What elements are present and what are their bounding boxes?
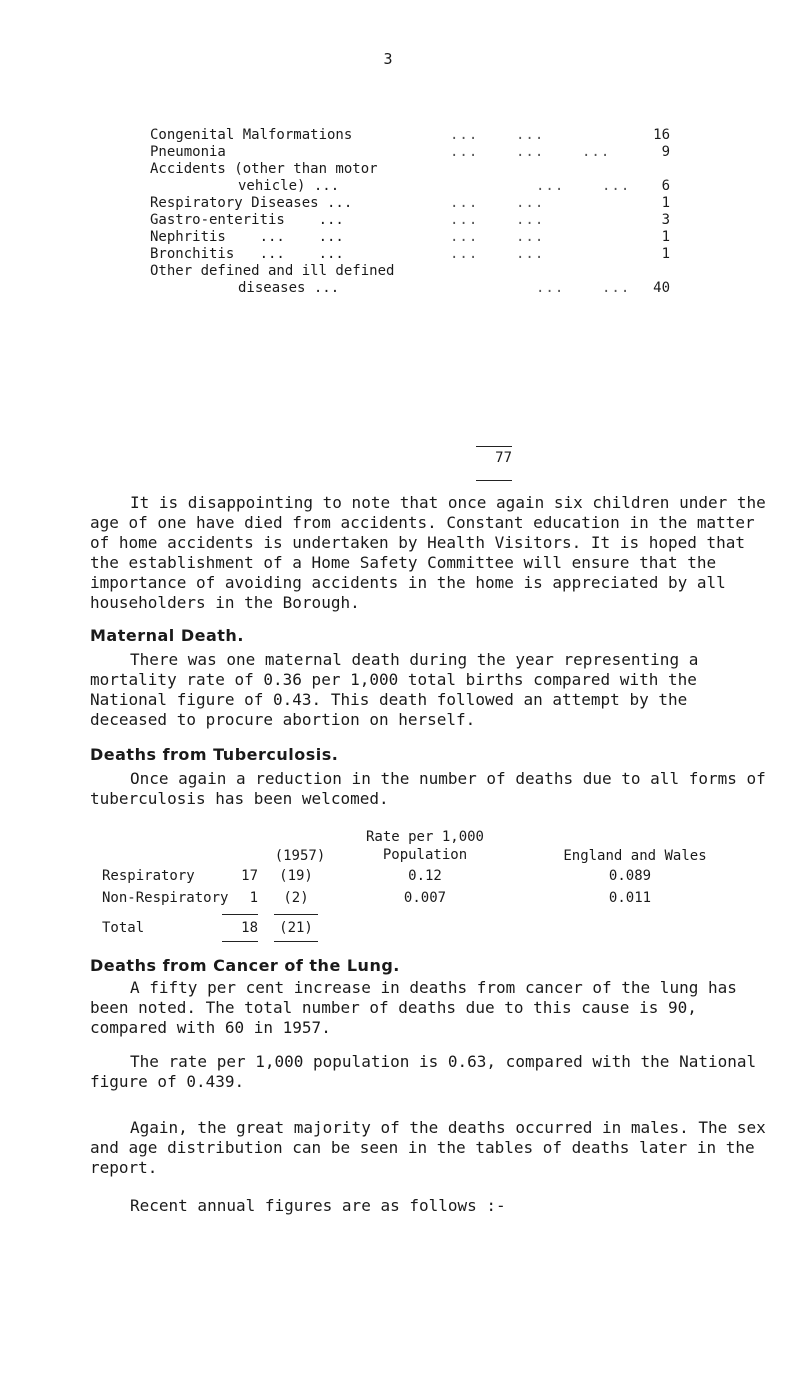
tb-row-ew: 0.089 [608,868,652,884]
cause-count: 40 [653,280,670,296]
lung-cancer-paragraph: A fifty per cent increase in deaths from cancer of the lung has been noted. The total number of deaths due to this cause is 90, compared with 60 in 1957. [90,978,737,1037]
cause-leader-dots: ... ... ... [450,144,611,160]
count-rule [222,914,258,915]
cause-label: Nephritis ... ... [150,229,344,245]
cause-row [150,280,670,297]
col-header-england-wales: England and Wales [563,848,707,864]
heading-maternal-death: Maternal Death. [90,626,244,645]
col-header-1957: (1957) [274,848,326,864]
cause-label: Congenital Malformations [150,127,353,143]
cause-label: Respiratory Diseases ... [150,195,353,211]
cause-leader-dots [450,161,630,178]
cause-count: 1 [661,195,670,211]
total-rule-bottom [476,480,512,481]
cause-count [630,263,670,280]
total-prev: (21) [279,920,313,936]
males-paragraph: Again, the great majority of the deaths occurred in males. The sex and age distribution can be seen in the tables of deaths later in the report. [90,1118,766,1177]
causes-total: 77 [495,450,512,466]
cause-label: Gastro-enteritis ... [150,212,344,228]
cause-leader-dots: ... ... [450,229,545,245]
cause-count: 1 [661,229,670,245]
cause-label: Other defined and ill defined [150,263,395,279]
cause-row [150,229,670,246]
causes-of-death-list [150,127,670,297]
cause-label: Pneumonia [150,144,226,160]
cause-leader-dots: ... ... [450,212,545,228]
prev-rule [274,914,318,915]
cause-leader-dots: ... ... [450,127,545,143]
tb-row-count: 1 [249,890,258,906]
cause-row [150,161,670,178]
tuberculosis-paragraph: Once again a reduction in the number of deaths due to all forms of tuberculosis has been welcomed. [90,769,766,808]
tb-row-rate: 0.12 [408,868,442,884]
cause-row [150,195,670,212]
accidents-paragraph: It is disappointing to note that once again six children under the age of one have died from accidents. Constant education in the matter of home accidents is undertaken by Health Visitors. It is hoped that the establishment of a Home Safety Committee will ensure that the importance of avoiding accidents in the home is appreciated by all householders in the Borough. [90,493,766,612]
cause-count: 3 [661,212,670,228]
prev-rule-bottom [274,941,318,942]
cause-count: 9 [661,144,670,160]
cause-label: vehicle) ... [238,178,340,194]
cause-count: 6 [661,178,670,194]
tb-row-label: Respiratory [102,868,195,884]
cause-row [150,127,670,144]
cause-count: 16 [653,127,670,143]
tb-row-prev: (2) [283,890,309,906]
cause-row [150,263,670,280]
cause-row [150,246,670,263]
cause-leader-dots: ... ... [535,280,631,296]
heading-tuberculosis: Deaths from Tuberculosis. [90,745,339,764]
cause-label: Accidents (other than motor [150,161,378,177]
total-rule-top [476,446,512,447]
cause-row [150,212,670,229]
cause-leader-dots: ... ... [535,178,631,194]
tb-row-count: 17 [241,868,258,884]
count-rule-bottom [222,941,258,942]
page-number: 3 [383,50,393,68]
cause-label: Bronchitis ... ... [150,246,344,262]
tb-row-prev: (19) [279,868,313,884]
cause-label: diseases ... [238,280,340,296]
maternal-death-paragraph: There was one maternal death during the year representing a mortality rate of 0.36 per 1,000 total births compared with the National figure of 0.43. This death followed an attempt by the deceased to procure abortion on herself. [90,650,699,729]
total-label: Total [102,920,145,936]
cause-count [630,161,670,178]
cause-leader-dots: ... ... [450,195,545,211]
tb-row-rate: 0.007 [403,890,447,906]
tuberculosis-table [0,828,800,948]
cause-leader-dots [450,263,630,280]
cause-leader-dots: ... ... [450,246,545,262]
heading-lung-cancer: Deaths from Cancer of the Lung. [90,956,400,975]
recent-figures-paragraph: Recent annual figures are as follows :- [130,1196,506,1215]
cause-count: 1 [661,246,670,262]
cause-row [150,144,670,161]
total-count: 18 [241,920,258,936]
cause-row [150,178,670,195]
tb-row-ew: 0.011 [608,890,652,906]
col-header-rate: Rate per 1,000 Population [365,829,484,863]
rate-paragraph: The rate per 1,000 population is 0.63, compared with the National figure of 0.439. [90,1052,757,1091]
tb-row-label: Non-Respiratory [102,890,229,906]
